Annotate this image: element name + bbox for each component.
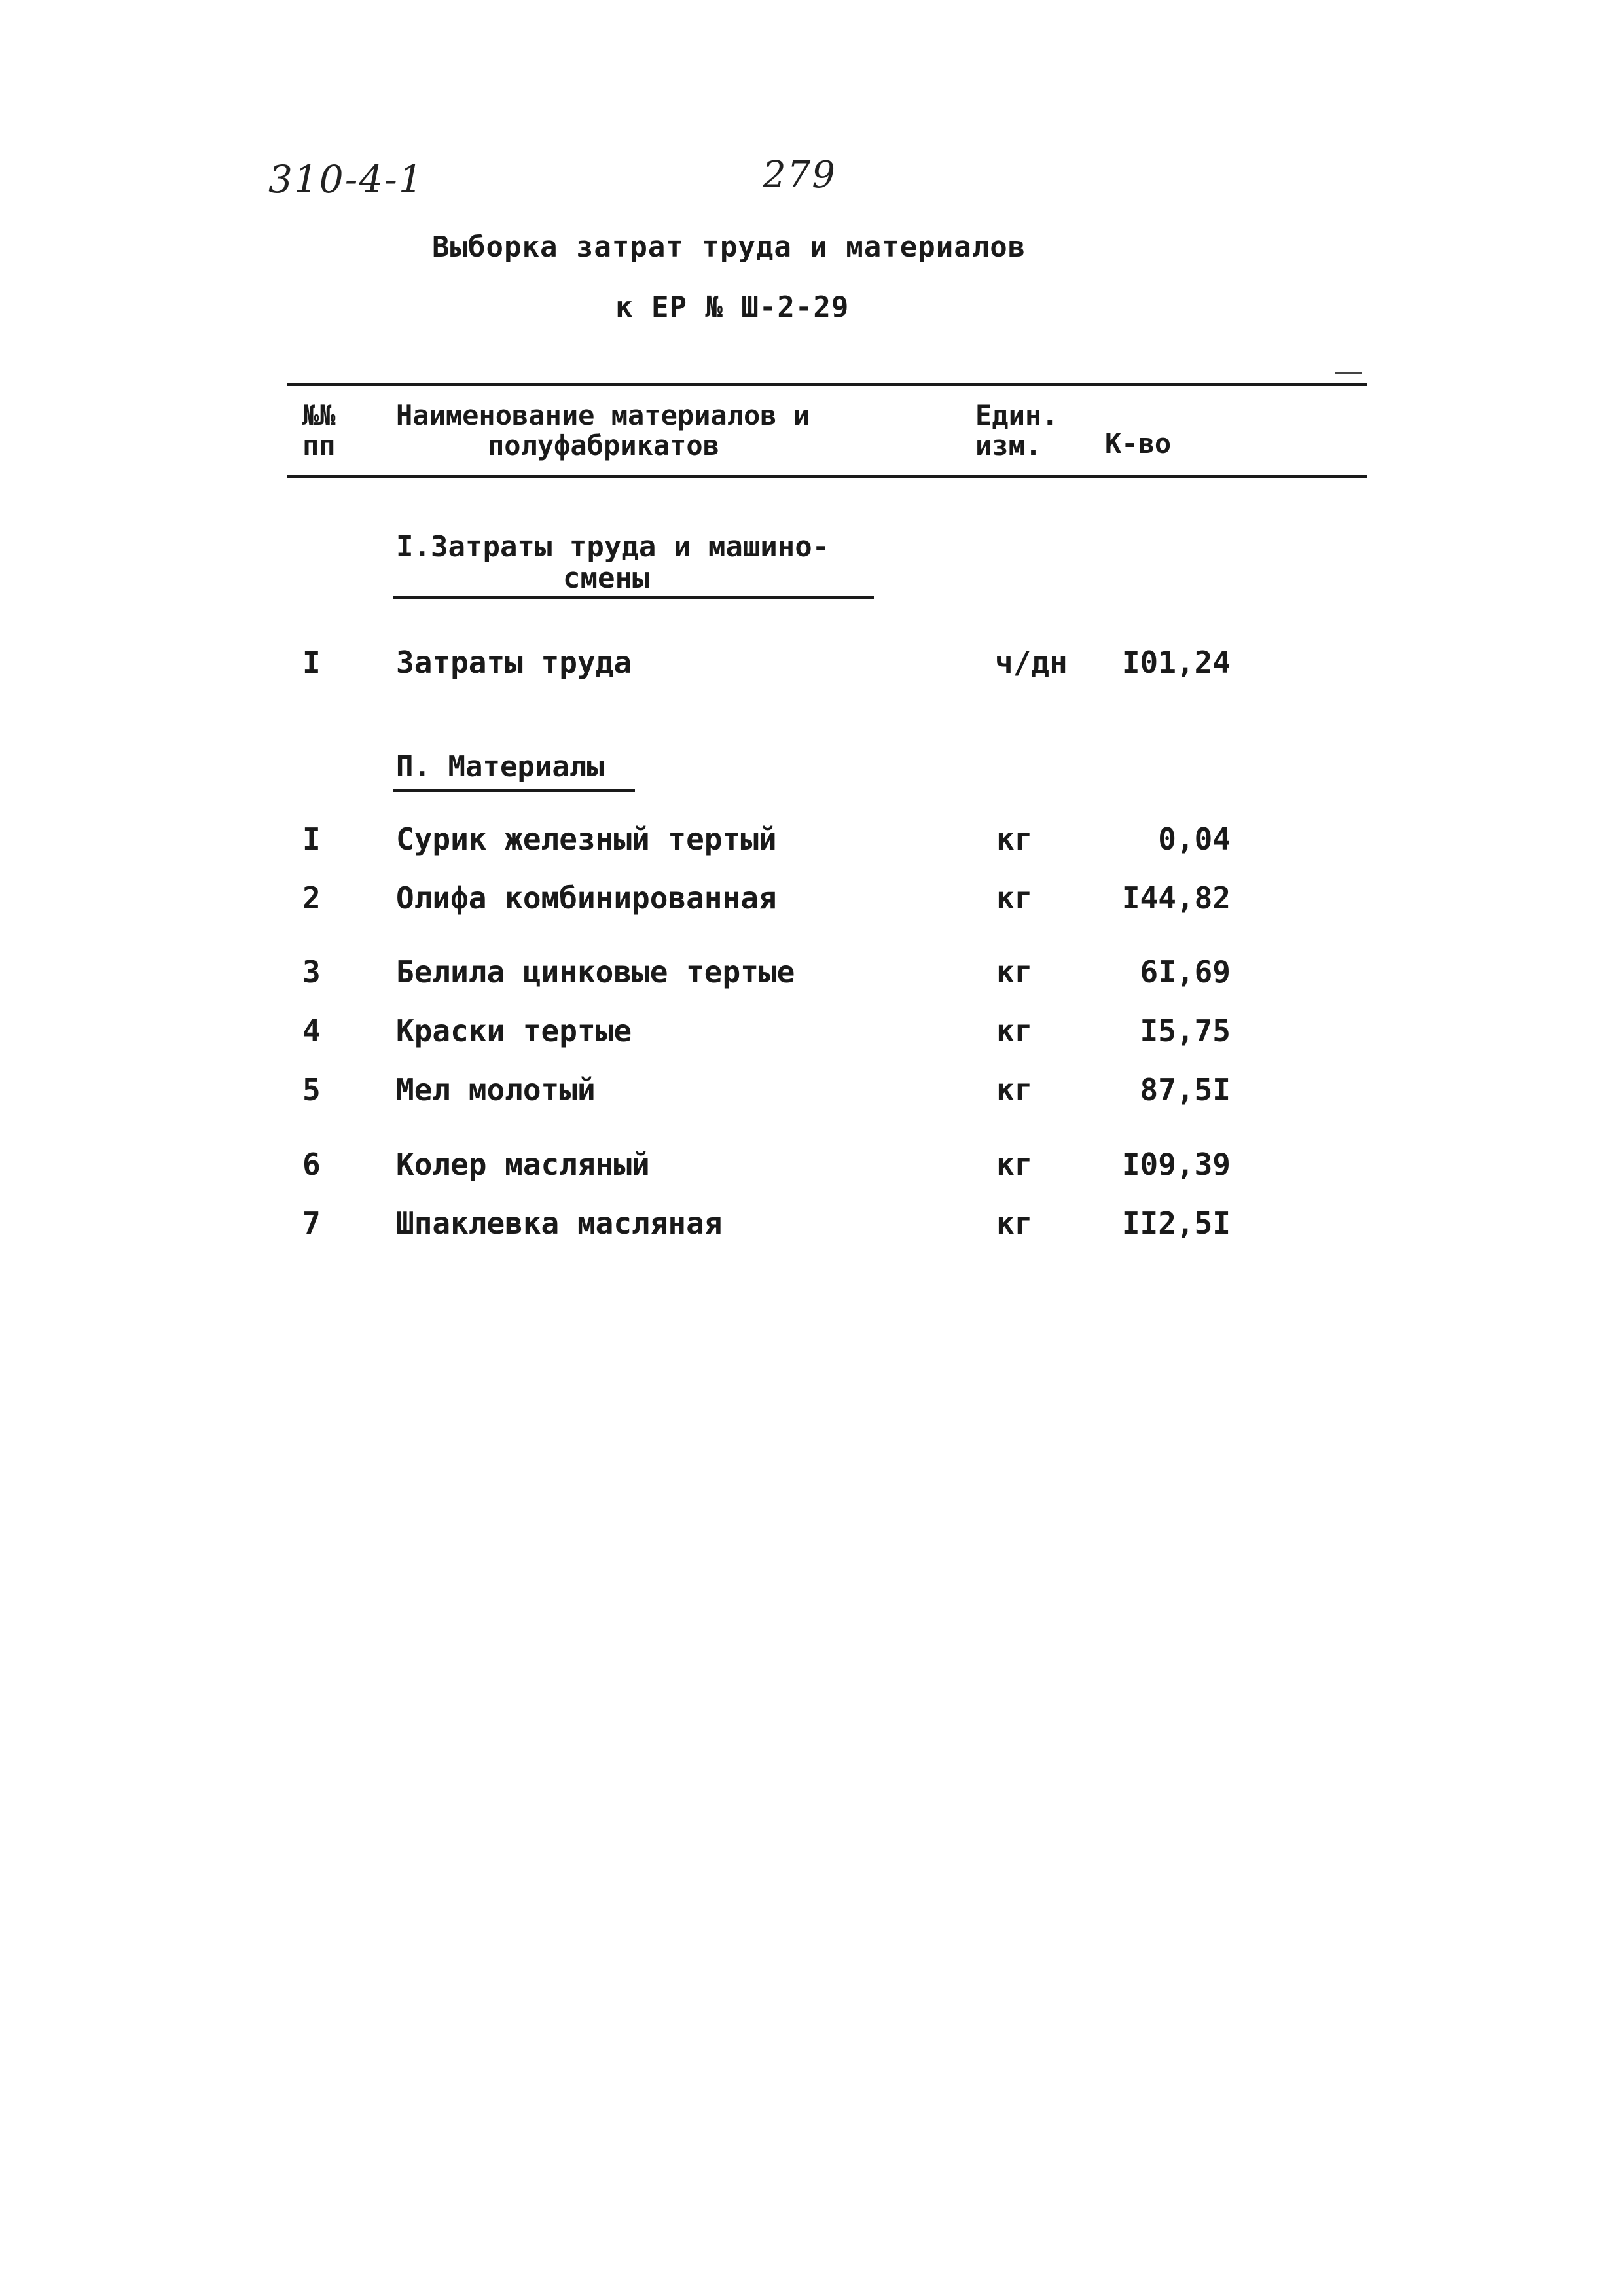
table-row [0,645,1624,684]
row-quantity: 0,04 [1158,821,1231,857]
row-quantity: I01,24 [1121,645,1231,680]
row-name: Мел молотый [396,1072,596,1107]
table-row [0,1147,1624,1186]
header-name-line1: Наименование материалов и [396,399,810,431]
row-unit: кг [996,880,1033,916]
row-quantity: I09,39 [1121,1147,1231,1182]
corner-mark [1335,372,1362,374]
row-number: 7 [302,1206,321,1241]
section-materials-title: П. Материалы [396,750,604,783]
table-row [0,1013,1624,1052]
row-unit: кг [996,1072,1033,1107]
row-quantity: I44,82 [1121,880,1231,916]
row-unit: ч/дн [995,645,1068,680]
document-subtitle: к ЕР № Ш-2-29 [615,291,850,324]
document-title: Выборка затрат труда и материалов [432,230,1026,264]
column-header-unit [975,401,1080,461]
row-unit: кг [996,821,1033,857]
page-number: 279 [763,154,837,196]
table-header-rule [287,475,1367,478]
row-unit: кг [996,1147,1033,1182]
row-quantity: 87,5I [1140,1072,1231,1107]
column-header-quantity: К-во [1105,427,1172,459]
header-unit-line1: Един. [975,399,1058,431]
table-row [0,821,1624,861]
section-labor-title-line1: I.Затраты труда и машино- [396,530,830,564]
row-number: I [302,645,321,680]
table-row [0,880,1624,920]
row-number: I [302,821,321,857]
column-header-name [396,401,933,461]
row-name: Шпаклевка масляная [396,1206,723,1241]
row-name: Затраты труда [396,645,632,680]
row-quantity: 6I,69 [1140,954,1231,990]
header-unit-line2: изм. [975,429,1042,461]
table-row [0,1206,1624,1245]
row-unit: кг [996,1206,1033,1241]
row-number: 6 [302,1147,321,1182]
row-unit: кг [996,1013,1033,1049]
header-number-line1: №№ [302,399,336,431]
header-number-line2: пп [302,429,336,461]
section-labor-underline [393,596,874,599]
row-number: 5 [302,1072,321,1107]
row-quantity: II2,5I [1121,1206,1231,1241]
table-top-rule [287,383,1367,386]
document-code: 310-4-1 [268,157,424,202]
row-name: Колер масляный [396,1147,650,1182]
row-name: Белила цинковые тертые [396,954,795,990]
table-row [0,954,1624,994]
table-row [0,1072,1624,1111]
column-header-number [302,401,355,461]
row-quantity: I5,75 [1140,1013,1231,1049]
row-name: Краски тертые [396,1013,632,1049]
row-name: Олифа комбинированная [396,880,777,916]
row-unit: кг [996,954,1033,990]
row-name: Сурик железный тертый [396,821,777,857]
row-number: 4 [302,1013,321,1049]
row-number: 3 [302,954,321,990]
section-labor-title-line2: смены [563,562,650,595]
header-name-line2: полуфабрикатов [488,429,720,461]
section-materials-underline [393,789,635,792]
row-number: 2 [302,880,321,916]
section-labor-title [396,531,874,594]
